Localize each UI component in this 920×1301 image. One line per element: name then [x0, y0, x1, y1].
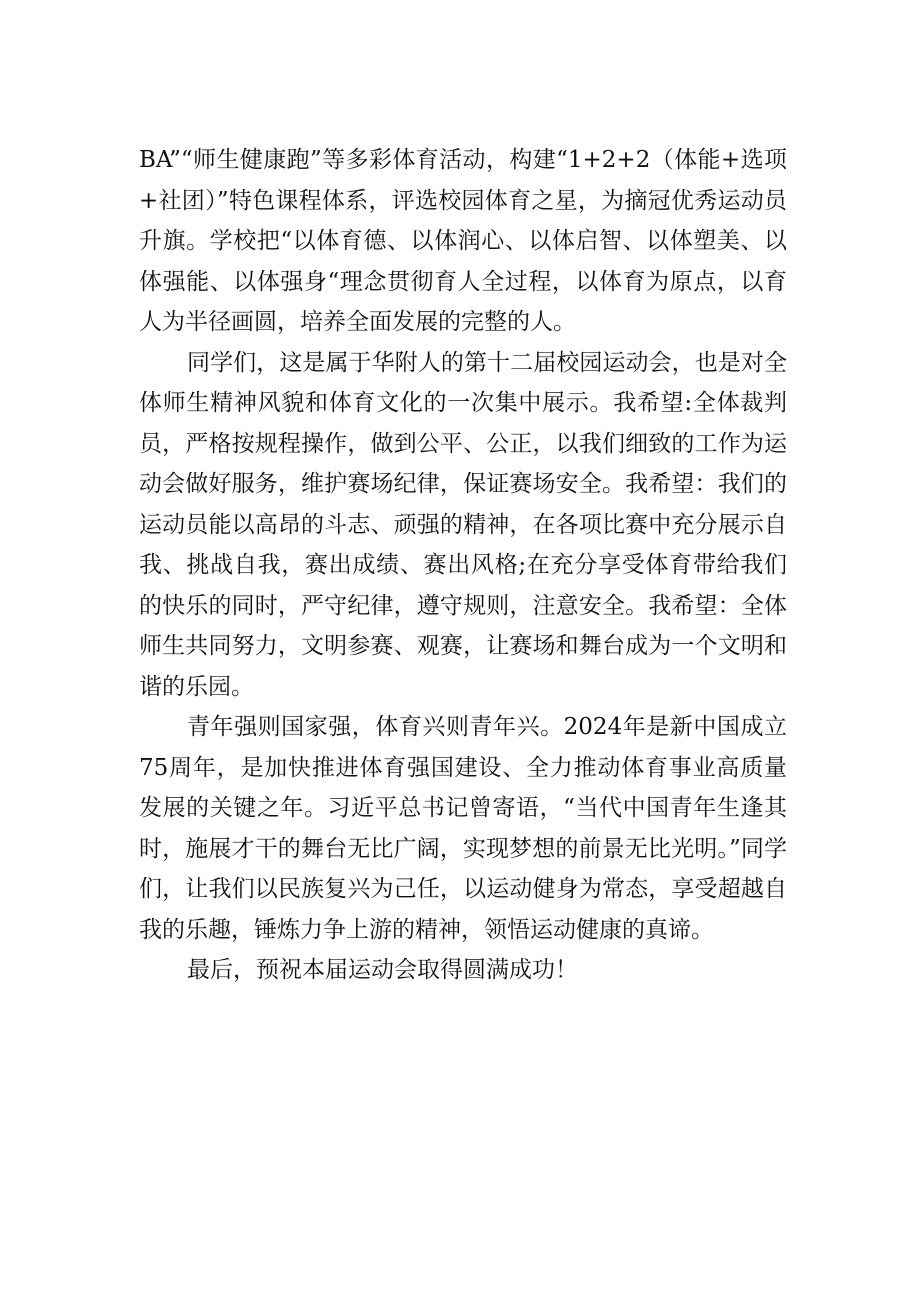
paragraph-youth-sports: 青年强则国家强，体育兴则青年兴。2024年是新中国成立75周年，是加快推进体育强国建设、全力推动体育事业高质量发展的关键之年。习近平总书记曾寄语，“当代中国青年生逢其时，施展才干的舞台无比广阔，实现梦想的前景无比光明。”同学们，让我们以民族复兴为己任，以运动健身为常态，享受超越自我的乐趣，锤炼力争上游的精神，领悟运动健康的真谛。 [139, 714, 787, 943]
paragraph-continuation: BA”“师生健康跑”等多彩体育活动，构建“1+2+2（体能+选项+社团）”特色课程体系，评选校园体育之星，为摘冠优秀运动员升旗。学校把“以体育德、以体润心、以体启智、以体塑美、以体强能、以体强身“理念贯彻育人全过程，以体育为原点，以育人为半径画圆，培养全面发展的完整的人。 [139, 147, 787, 335]
paragraph-address-students: 同学们，这是属于华附人的第十二届校园运动会，也是对全体师生精神风貌和体育文化的一次集中展示。我希望:全体裁判员，严格按规程操作，做到公平、公正，以我们细致的工作为运动会做好服务，维护赛场纪律，保证赛场安全。我希望：我们的运动员能以高昂的斗志、顽强的精神，在各项比赛中充分展示自我、挑战自我，赛出成绩、赛出风格;在充分享受体育带给我们的快乐的同时，严守纪律，遵守规则，注意安全。我希望：全体师生共同努力，文明参赛、观赛，让赛场和舞台成为一个文明和谐的乐园。 [139, 349, 787, 700]
document-body [139, 140, 787, 991]
paragraph-closing-wish: 最后，预祝本届运动会取得圆满成功！ [187, 957, 578, 983]
